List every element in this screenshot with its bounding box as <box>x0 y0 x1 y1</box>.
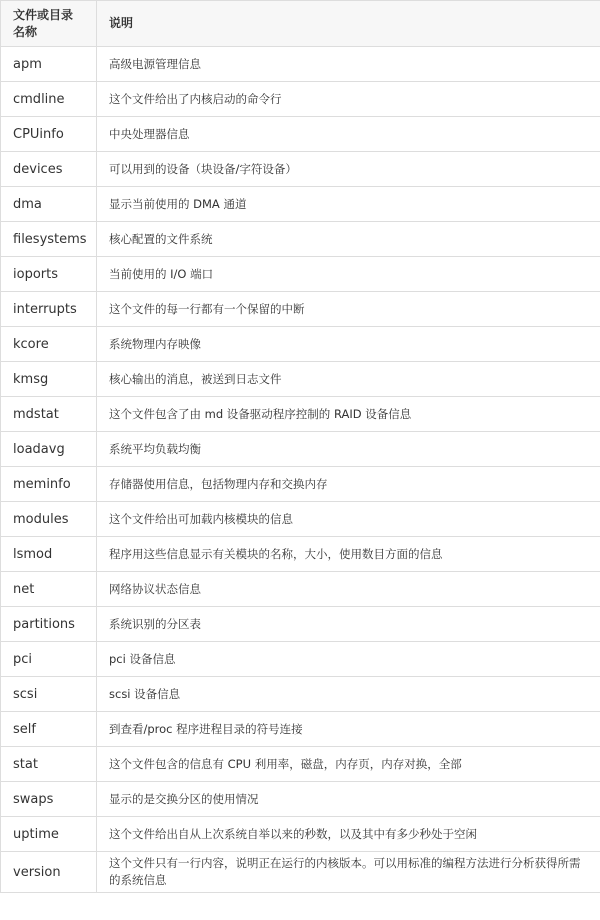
file-description-cell: 显示的是交换分区的使用情况 <box>97 782 600 817</box>
file-name-cell: dma <box>1 187 97 222</box>
table-row <box>1 432 600 467</box>
table-row <box>1 712 600 747</box>
file-name-cell: meminfo <box>1 467 97 502</box>
file-description-cell: 当前使用的 I/O 端口 <box>97 257 600 292</box>
file-description-cell: 这个文件包含的信息有 CPU 利用率，磁盘，内存页，内存对换，全部 <box>97 747 600 782</box>
table-row <box>1 362 600 397</box>
table-row <box>1 747 600 782</box>
table-row <box>1 782 600 817</box>
file-name-cell: uptime <box>1 817 97 852</box>
file-name-cell: CPUinfo <box>1 117 97 152</box>
table-header-row <box>1 1 600 47</box>
file-description-cell: 显示当前使用的 DMA 通道 <box>97 187 600 222</box>
table-row <box>1 467 600 502</box>
file-description-cell: 网络协议状态信息 <box>97 572 600 607</box>
file-description-cell: 这个文件给出了内核启动的命令行 <box>97 82 600 117</box>
file-name-cell: stat <box>1 747 97 782</box>
file-description-cell: 存储器使用信息，包括物理内存和交换内存 <box>97 467 600 502</box>
file-name-cell: net <box>1 572 97 607</box>
file-description-cell: 系统物理内存映像 <box>97 327 600 362</box>
file-name-cell: ioports <box>1 257 97 292</box>
table-row <box>1 187 600 222</box>
table-row <box>1 222 600 257</box>
file-description-cell: 系统平均负载均衡 <box>97 432 600 467</box>
file-description-cell: 系统识别的分区表 <box>97 607 600 642</box>
file-description-cell: 这个文件给出可加载内核模块的信息 <box>97 502 600 537</box>
file-description-cell: 中央处理器信息 <box>97 117 600 152</box>
file-name-cell: partitions <box>1 607 97 642</box>
file-description-cell: 这个文件包含了由 md 设备驱动程序控制的 RAID 设备信息 <box>97 397 600 432</box>
file-description-cell: 高级电源管理信息 <box>97 47 600 82</box>
header-name: 文件或目录名称 <box>1 1 97 47</box>
file-name-cell: lsmod <box>1 537 97 572</box>
file-name-cell: loadavg <box>1 432 97 467</box>
table-row <box>1 502 600 537</box>
file-name-cell: interrupts <box>1 292 97 327</box>
header-description: 说明 <box>97 1 600 47</box>
table-row <box>1 677 600 712</box>
table-row <box>1 572 600 607</box>
file-name-cell: swaps <box>1 782 97 817</box>
file-description-cell: 核心配置的文件系统 <box>97 222 600 257</box>
table-row <box>1 397 600 432</box>
file-name-cell: modules <box>1 502 97 537</box>
file-description-cell: 到查看/proc 程序进程目录的符号连接 <box>97 712 600 747</box>
file-name-cell: mdstat <box>1 397 97 432</box>
file-name-cell: self <box>1 712 97 747</box>
file-name-cell: pci <box>1 642 97 677</box>
table-row <box>1 327 600 362</box>
table-row <box>1 817 600 852</box>
table-row <box>1 257 600 292</box>
table-row <box>1 642 600 677</box>
table-row <box>1 82 600 117</box>
file-name-cell: filesystems <box>1 222 97 257</box>
table-row <box>1 852 600 893</box>
file-description-cell: pci 设备信息 <box>97 642 600 677</box>
file-name-cell: cmdline <box>1 82 97 117</box>
file-name-cell: kcore <box>1 327 97 362</box>
file-name-cell: version <box>1 852 97 893</box>
file-description-cell: scsi 设备信息 <box>97 677 600 712</box>
table-row <box>1 152 600 187</box>
file-name-cell: kmsg <box>1 362 97 397</box>
file-name-cell: apm <box>1 47 97 82</box>
file-name-cell: scsi <box>1 677 97 712</box>
file-description-cell: 程序用这些信息显示有关模块的名称，大小，使用数目方面的信息 <box>97 537 600 572</box>
table-row <box>1 537 600 572</box>
file-description-cell: 可以用到的设备（块设备/字符设备） <box>97 152 600 187</box>
table-row <box>1 47 600 82</box>
file-description-cell: 这个文件只有一行内容，说明正在运行的内核版本。可以用标准的编程方法进行分析获得所需的系统信息 <box>97 852 600 893</box>
table-row <box>1 117 600 152</box>
file-description-cell: 核心输出的消息，被送到日志文件 <box>97 362 600 397</box>
file-description-cell: 这个文件给出自从上次系统自举以来的秒数，以及其中有多少秒处于空闲 <box>97 817 600 852</box>
table-row <box>1 292 600 327</box>
table-row <box>1 607 600 642</box>
file-name-cell: devices <box>1 152 97 187</box>
file-description-cell: 这个文件的每一行都有一个保留的中断 <box>97 292 600 327</box>
